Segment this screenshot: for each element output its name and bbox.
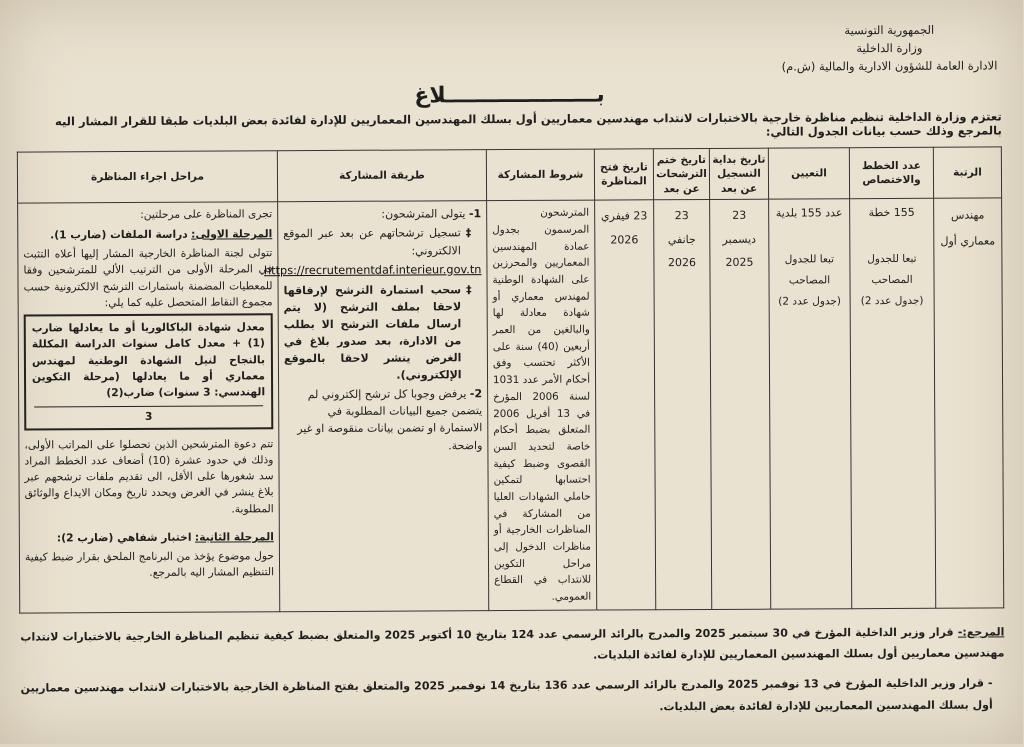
method-item-1: [284, 206, 482, 224]
conditions-text: المترشحون المرسمون بجدول عمادة المهندسين المعماريين والمحرزين على الشهادة الوطنية لمهندس معماري أو شهادة معادلة لها والبالغين من العمر أربعين (40) سنة على الأكثر تحتسب وفق أحكام الأمر عدد 1031 لسنة 2006 المؤرخ في 13 أفريل 2006 المتعلق بضبط أحكام خاصة لتحديد السن القصوى وضبط كيفية احتسابها لتمكين حاملي الشهادات العليا من المشاركة في المناظرات الخارجية أو مناظرات الدخول إلى مراحل التكوين للانتداب في القطاع العمومي.: [493, 207, 593, 603]
col-header-registration-close: تاريخ ختم الترشحات عن بعد: [654, 149, 710, 200]
letterhead: [782, 21, 998, 76]
header-row: [18, 147, 1002, 203]
col-header-registration-start: تاريخ بداية التسجيل عن بعد: [710, 149, 769, 200]
formula-numerator: معدل شهادة الباكالوريا أو ما يعادلها ضارب (1) + معدل كامل سنوات الدراسة المكللة بالنجاح لنيل الشهادة الوطنية لمهندس معماري أو ما يعادلها (مرحلة التكوين الهندسي: 3 سنوات) ضارب(2): [32, 320, 267, 400]
reference-1-text: قرار وزير الداخلية المؤرخ في 30 سبتمبر 2025 والمدرج بالرائد الرسمي عدد 124 بتاريخ 10 أكتوبر 2025 والمتعلق بضبط كيفية تنظيم المناظرة الخارجية بالاختبارات لانتداب مهندسين معماريين أول بسلك المهندسين المعماريين للإدارة لفائدة البلديات.: [21, 625, 1006, 662]
stage-1-call: تتم دعوة المترشحين الذين تحصلوا على المراتب الأولى، وذلك في حدود عشرة (10) أضعاف عدد الخطط المراد سد شغورها على الأقل، الى تقديم ملفات ترشحهم عبر بلاغ ينشر في الغرض ويحدد تاريخ ومكان الايداع والوثائق المطلوبة.: [25, 436, 275, 516]
col-header-stages: مراحل اجراء المناظرة: [18, 151, 278, 203]
method-bullet-2: [285, 281, 484, 384]
method-bullet-2-text: سحب استمارة الترشح لإرفاقها لاحقا بملف الترشح (لا يتم ارسال ملفات الترشح الا بطلب من الادارة، بعد صدور بلاغ في الغرض ينشر لاحقا بالموقع الإلكتروني).: [284, 283, 463, 382]
stages-intro: تجرى المناظرة على مرحلتين:: [141, 207, 274, 222]
stage-2-heading: [26, 529, 275, 547]
intro-paragraph: تعتزم وزارة الداخلية تنظيم مناظرة خارجية بالاختبارات لانتداب مهندسين معماريين أول بسلك المهندسين المعماريين للإدارة لفائدة بعض البلديات طبقا للقرار المشار اليه بالمرجع وذلك حسب بيانات الجدول التالي:: [55, 109, 1003, 140]
col-header-method: طريقة المشاركة: [278, 150, 487, 202]
posts-count: 155 خطة: [869, 206, 916, 220]
cell-conditions: [488, 200, 598, 610]
registration-url-line: [264, 261, 483, 280]
cell-registration-start: [711, 200, 772, 609]
reference-2-text: قرار وزير الداخلية المؤرخ في 13 نوفمبر 2025 والمدرج بالرائد الرسمي عدد 136 بتاريخ 14 نوفمبر 2025 والمتعلق بفتح المناظرة الخارجية بالاختبارات لانتداب مهندسين معماريين أول بسلك المهندسين المعماريين للإدارة لفائدة بعض البلديات.: [21, 676, 994, 714]
reference-2: [22, 673, 1006, 721]
reference-label: المرجع:-: [958, 624, 1006, 639]
appointment-count: عدد 155 بلدية: [776, 206, 844, 221]
announcement-table: [18, 147, 1005, 613]
stage-1-description: تتولى لجنة المناظرة الخارجية المشار إليها أعلاه التثبت في المرحلة الأولى من الترتيب الألي للمترشحين وفقا للمعطيات المضمنة باستمارات الترشح الالكترونية حسب مجموع النقاط المتحصل عليه كما يلي:: [24, 246, 274, 309]
document-title: بــــــــــــــــــــلاغ: [415, 82, 606, 109]
letterhead-directorate: الادارة العامة للشؤون الادارية والمالية (ش.م): [782, 58, 999, 74]
col-header-posts: عدد الخطط والاختصاص: [850, 148, 934, 199]
rank-value: مهندس معماري أول: [941, 208, 997, 248]
registration-close-date: 23 جانفي 2026: [668, 209, 697, 269]
stage-1-label: المرحلة الاولى:: [192, 226, 274, 241]
cell-posts: [851, 199, 937, 609]
stage-2-title: اختبار شفاهي (ضارب 2):: [57, 530, 193, 545]
stage-1-title: دراسة الملفات (ضارب 1).: [51, 227, 189, 242]
item-number: 1-: [469, 207, 483, 221]
col-header-rank: الرتبة: [934, 147, 1002, 198]
stage-1-heading: [24, 226, 273, 244]
cell-stages: [19, 202, 281, 612]
letterhead-republic: الجمهورية التونسية: [845, 22, 936, 38]
letterhead-ministry: وزارة الداخلية: [857, 40, 924, 55]
cell-registration-close: [655, 200, 713, 609]
method-bullet-1: [284, 225, 482, 260]
col-header-opening-date: تاريخ فتح المناظرة: [595, 149, 654, 200]
posts-note: تبعا للجدول المصاحب (جدول عدد 2): [861, 253, 925, 308]
cell-opening-date: [596, 200, 657, 609]
score-formula-box: [25, 313, 275, 430]
competition-opening-date: 23 فيفري 2026: [601, 209, 649, 247]
method-item-2: [285, 386, 483, 455]
appointment-note: تبعا للجدول المصاحب (جدول عدد 2): [779, 253, 843, 308]
formula-denominator: 3: [35, 406, 264, 426]
cross-bullet-icon: ‡: [467, 283, 473, 297]
reference-1: [21, 621, 1005, 669]
item-number: 2-: [470, 387, 484, 401]
cell-appointment: [770, 199, 853, 609]
registration-link[interactable]: https://recrutementdaf.interieur.gov.tn: [264, 262, 483, 277]
method-bullet-1-text: تسجيل ترشحاتهم عن بعد عبر الموقع الالكتروني:: [284, 226, 462, 258]
registration-start-date: 23 ديسمبر 2025: [723, 209, 758, 269]
references-section: [21, 621, 1005, 721]
cross-bullet-icon: ‡: [466, 226, 473, 240]
col-header-appointment: التعيين: [769, 148, 850, 199]
cell-method: [264, 201, 490, 611]
col-header-conditions: شروط المشاركة: [487, 149, 595, 201]
cell-rank: [935, 198, 1005, 607]
method-item-1-text: يتولى المترشحون:: [382, 207, 467, 222]
stage-2-description: حول موضوع يؤخذ من البرنامج الملحق بقرار ضبط كيفية التنظيم المشار اليه بالمرجع.: [25, 549, 276, 580]
method-item-2-text: يرفض وجوبا كل ترشح إلكتروني لم يتضمن جميع البيانات المطلوبة في الاستمارة او تضمن بيانات منقوصة او غير واضحة.: [298, 387, 484, 452]
reference-2-dash: -: [988, 676, 994, 690]
table-row: [19, 198, 1005, 612]
stage-2-label: المرحلة الثانية:: [195, 530, 275, 544]
